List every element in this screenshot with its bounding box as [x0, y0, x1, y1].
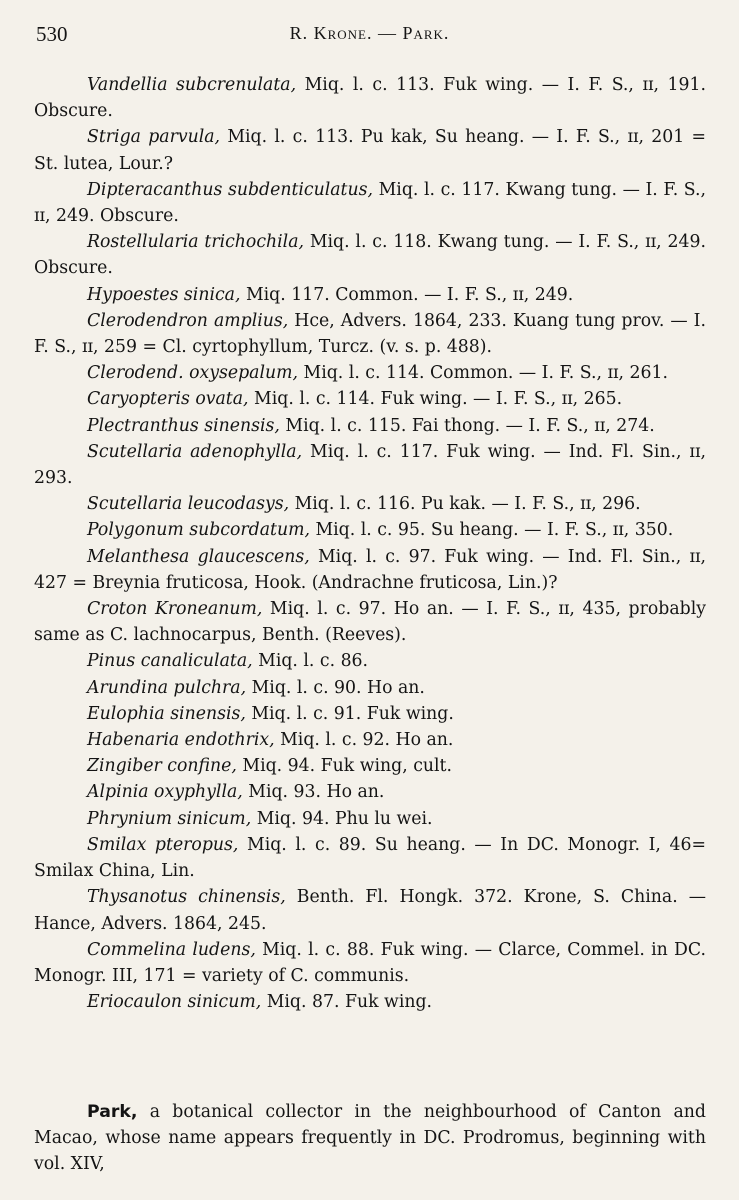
species-name: Dipteracanthus subdenticulatus, — [87, 179, 373, 200]
page-header — [36, 22, 703, 52]
species-citation: Miq. l. c. 90. Ho an. — [246, 677, 425, 698]
species-entry — [34, 360, 706, 386]
running-head: R. Krone. — Park. — [289, 23, 450, 43]
species-citation: Hce, Advers. 1864, 233. Kuang tung prov. — I. F. S., ɪɪ, 259 = Cl. cyrtophyllum, Turcz. (v. s. p. 488). — [34, 310, 706, 358]
species-entry — [34, 386, 706, 412]
species-citation: Miq. l. c. 88. Fuk wing. — Clarce, Commel. in DC. Monogr. III, 171 = variety of C. communis. — [34, 939, 707, 986]
species-entry — [34, 517, 706, 543]
species-citation: Miq. l. c. 97. Ho an. — I. F. S., ɪɪ, 435, probably same as C. lachnocarpus, Benth. (Reeves). — [34, 599, 706, 646]
species-citation: Miq. l. c. 116. Pu kak. — I. F. S., ɪɪ, 296. — [289, 494, 641, 515]
species-entry — [34, 675, 706, 701]
species-entry — [34, 596, 706, 648]
species-name: Scutellaria leucodasys, — [87, 494, 290, 515]
species-entry — [34, 937, 706, 989]
species-entry — [34, 229, 706, 281]
species-citation: Miq. l. c. 118. Kwang tung. — I. F. S., ɪɪ, 249. Obscure. — [34, 232, 706, 279]
species-name: Eriocaulon sinicum, — [87, 992, 262, 1013]
species-name: Rostellularia trichochila, — [87, 232, 304, 253]
species-entry — [34, 832, 706, 884]
species-name: Phrynium sinicum, — [87, 808, 252, 829]
species-entry — [34, 491, 706, 517]
species-name: Arundina pulchra, — [87, 677, 247, 698]
species-citation: Miq. l. c. 115. Fai thong. — I. F. S., ɪɪ, 274. — [279, 415, 655, 436]
species-entry — [34, 413, 706, 439]
species-name: Striga parvula, — [87, 127, 221, 148]
species-citation: Miq. l. c. 117. Fuk wing. — Ind. Fl. Sin., ɪɪ, 293. — [34, 441, 706, 489]
species-name: Croton Kroneanum, — [87, 599, 263, 620]
species-citation: Miq. l. c. 97. Fuk wing. — Ind. Fl. Sin., ɪɪ, 427 = Breynia fruticosa, Hook. (Andrachne fruticosa, Lin.)? — [34, 546, 706, 593]
species-name: Clerodend. oxysepalum, — [87, 363, 299, 384]
species-citation: Benth. Fl. Hongk. 372. Krone, S. China. — Hance, Advers. 1864, 245. — [34, 887, 707, 934]
biography-text: a botanical collector in the neighbourhood of Canton and Macao, whose name appears frequently in DC. Prodromus, beginning with vol. XIV, — [34, 1102, 706, 1175]
species-name: Commelina ludens, — [87, 939, 256, 960]
page-number: 530 — [36, 22, 68, 46]
species-citation: Miq. l. c. 113. Pu kak, Su heang. — I. F. S., ɪɪ, 201 = St. lutea, Lour.? — [34, 127, 706, 174]
species-name: Habenaria endothrix, — [87, 730, 275, 751]
species-entry — [34, 177, 706, 229]
species-entry — [34, 308, 706, 360]
species-name: Pinus canaliculata, — [87, 651, 253, 672]
species-citation: Miq. l. c. 92. Ho an. — [274, 730, 454, 751]
species-list — [34, 72, 706, 1015]
species-citation: Miq. l. c. 114. Common. — I. F. S., ɪɪ, 261. — [298, 363, 668, 384]
species-name: Scutellaria adenophylla, — [87, 441, 303, 462]
species-name: Thysanotus chinensis, — [87, 887, 286, 908]
collector-name: Park, — [87, 1102, 138, 1122]
species-citation: Miq. l. c. 86. — [252, 651, 369, 672]
species-citation: Miq. l. c. 113. Fuk wing. — I. F. S., ɪɪ, 191. Obscure. — [34, 75, 706, 122]
species-name: Clerodendron amplius, — [87, 310, 289, 331]
species-entry — [34, 72, 706, 124]
species-citation: Miq. l. c. 114. Fuk wing. — I. F. S., ɪɪ, 265. — [248, 389, 623, 410]
species-citation: Miq. l. c. 91. Fuk wing. — [245, 703, 454, 724]
biography-paragraph — [34, 1099, 706, 1178]
species-name: Zingiber confine, — [87, 756, 237, 777]
species-citation: Miq. 94. Phu lu wei. — [251, 808, 433, 829]
species-name: Vandellia subcrenulata, — [87, 75, 297, 95]
species-name: Alpinia oxyphylla, — [87, 782, 243, 803]
species-citation: Miq. 93. Ho an. — [242, 782, 385, 803]
species-entry — [34, 701, 706, 727]
species-name: Smilax pteropus, — [87, 834, 239, 855]
species-entry — [34, 806, 706, 832]
species-entry — [34, 282, 706, 308]
species-citation: Miq. l. c. 89. Su heang. — In DC. Monogr. I, 46= Smilax China, Lin. — [34, 834, 706, 882]
species-citation: Miq. l. c. 117. Kwang tung. — I. F. S., ɪɪ, 249. Obscure. — [34, 179, 707, 227]
species-name: Hypoestes sinica, — [87, 284, 241, 305]
species-citation: Miq. 94. Fuk wing, cult. — [236, 756, 452, 777]
species-name: Plectranthus sinensis, — [87, 415, 280, 436]
species-entry — [34, 884, 706, 936]
species-entry — [34, 989, 706, 1015]
species-entry — [34, 544, 706, 596]
species-name: Eulophia sinensis, — [87, 703, 246, 724]
species-citation: Miq. l. c. 95. Su heang. — I. F. S., ɪɪ, 350. — [309, 520, 674, 541]
species-entry — [34, 727, 706, 753]
species-entry — [34, 779, 706, 805]
species-entry — [34, 753, 706, 779]
species-name: Caryopteris ovata, — [87, 389, 249, 410]
species-citation: Miq. 117. Common. — I. F. S., ɪɪ, 249. — [240, 284, 574, 305]
species-entry — [34, 124, 706, 176]
species-name: Polygonum subcordatum, — [87, 520, 310, 541]
species-entry — [34, 439, 706, 491]
species-citation: Miq. 87. Fuk wing. — [261, 992, 433, 1013]
species-name: Melanthesa glaucescens, — [87, 546, 310, 567]
species-entry — [34, 648, 706, 674]
